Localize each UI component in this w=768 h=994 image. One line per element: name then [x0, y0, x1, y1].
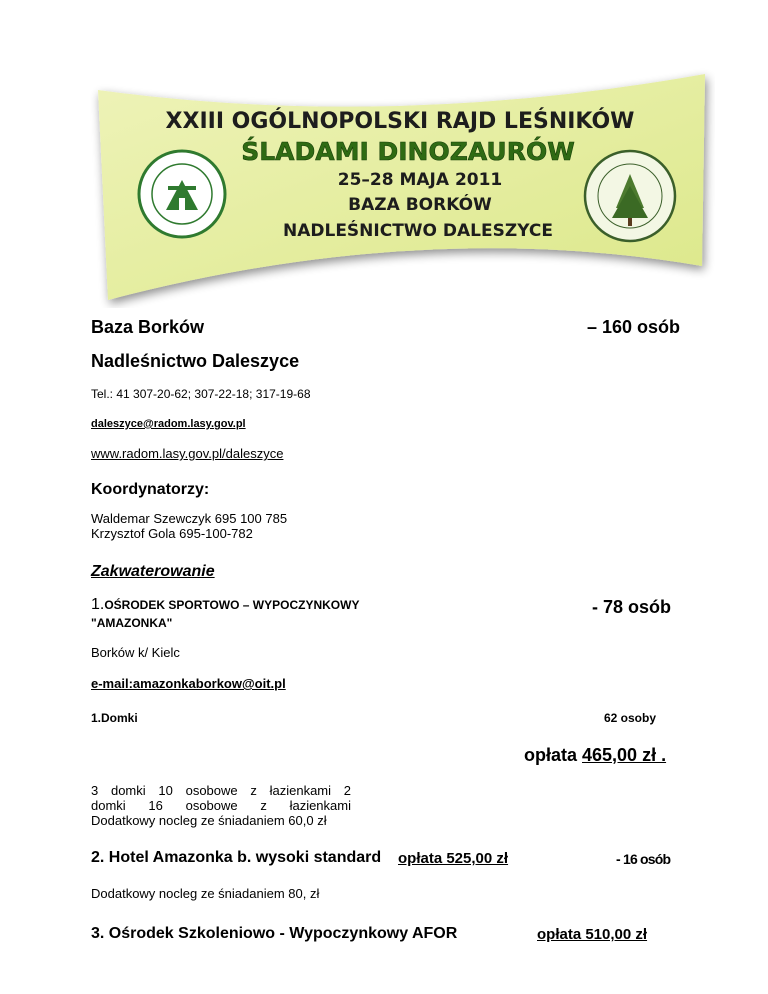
domki-fee-prefix: opłata — [524, 745, 583, 765]
forestry-email-link[interactable]: daleszyce@radom.lasy.gov.pl — [91, 418, 246, 430]
item1-number: 1. — [91, 596, 105, 613]
hotel-label: 2. Hotel Amazonka b. wysoki standard — [91, 849, 382, 866]
afor-label: 3. Ośrodek Szkoleniowo - Wypoczynkowy AFOR — [91, 925, 458, 942]
banner-line5: NADLEŚNICTWO DALESZYCE — [282, 221, 554, 241]
banner-line2: ŚLADAMI DINOZAURÓW — [241, 137, 575, 166]
banner-line3: 25–28 MAJA 2011 — [337, 170, 503, 190]
desc-line3: Dodatkowy nocleg ze śniadaniem 60,0 zł — [91, 813, 327, 828]
desc-line1: 3 domki 10 osobowe z łazienkami 2 — [91, 783, 351, 798]
domki-description — [91, 783, 351, 828]
desc-line2: domki 16 osobowe z łazienkami — [91, 798, 351, 813]
accommodation-heading: Zakwaterowanie — [91, 563, 215, 580]
domki-count: 62 osoby — [604, 711, 657, 725]
banner-line1: XXIII OGÓLNOPOLSKI RAJD LEŚNIKÓW — [165, 109, 635, 134]
forestry-name: Nadleśnictwo Daleszyce — [91, 351, 300, 371]
base-name: Baza Borków — [91, 317, 205, 337]
hotel-fee: opłata 525,00 zł — [398, 850, 509, 867]
domki-fee — [524, 745, 666, 766]
zlp-logo — [585, 151, 675, 241]
lasy-panstwowe-logo — [139, 151, 225, 237]
afor-fee: opłata 510,00 zł — [537, 926, 648, 943]
hotel-count: - 16 osób — [616, 851, 671, 867]
coordinator-1: Waldemar Szewczyk 695 100 785 — [91, 511, 288, 526]
hotel-extra: Dodatkowy nocleg ze śniadaniem 80, zł — [91, 886, 320, 901]
forestry-tel: Tel.: 41 307-20-62; 307-22-18; 317-19-68 — [91, 387, 311, 401]
event-banner — [90, 68, 715, 308]
item1-line1: OŚRODEK SPORTOWO – WYPOCZYNKOWY — [104, 598, 360, 612]
coordinators-heading: Koordynatorzy: — [91, 481, 210, 498]
location: Borków k/ Kielc — [91, 645, 180, 660]
item1-count: - 78 osób — [592, 597, 672, 617]
amazonka-email-link[interactable]: e-mail:amazonkaborkow@oit.pl — [91, 676, 286, 691]
item1-line2: "AMAZONKA" — [91, 616, 173, 630]
item1-title — [91, 596, 359, 632]
domki-label: 1.Domki — [91, 711, 138, 725]
banner-line4: BAZA BORKÓW — [348, 195, 492, 215]
forestry-www-link[interactable]: www.radom.lasy.gov.pl/daleszyce — [91, 446, 284, 461]
coordinator-2: Krzysztof Gola 695-100-782 — [91, 526, 253, 541]
base-count: – 160 osób — [587, 317, 681, 337]
domki-fee-value: 465,00 zł . — [582, 745, 667, 765]
